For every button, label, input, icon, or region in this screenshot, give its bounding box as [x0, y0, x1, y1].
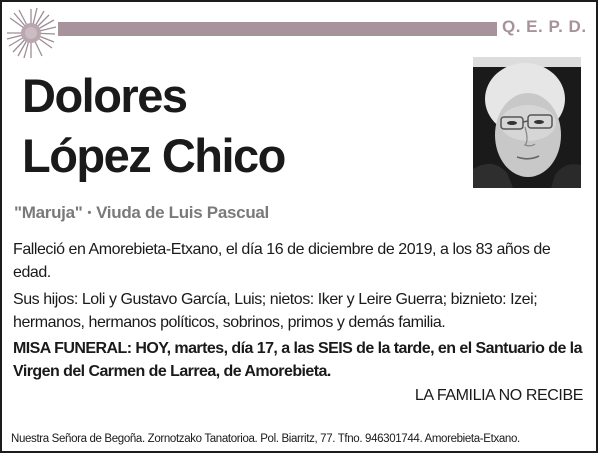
- name-line-1: Dolores: [22, 69, 187, 122]
- relation: Viuda de Luis Pascual: [96, 203, 269, 222]
- death-notice: Falleció en Amorebieta-Etxano, el día 16 de diciembre de 2019, a los 83 años de edad.: [13, 241, 551, 281]
- funeral-home-footer: Nuestra Señora de Begoña. Zornotzako Tanatorioa. Pol. Biarritz, 77. Tfno. 946301744. Amorebieta-Etxano.: [11, 433, 520, 445]
- header-accent-bar: [58, 22, 497, 36]
- portrait-photo: [473, 57, 581, 188]
- bullet-separator-icon: •: [87, 207, 92, 219]
- deceased-subtitle: [14, 203, 269, 223]
- funeral-mass-info: MISA FUNERAL: HOY, martes, día 17, a las SEIS de la tarde, en el Santuario de la Virgen del Carmen de Larrea, de Amorebieta.: [13, 340, 582, 380]
- nickname: "Maruja": [14, 203, 83, 222]
- deceased-name: [22, 66, 285, 186]
- thistle-flower-icon: [4, 6, 58, 60]
- name-line-2: López Chico: [22, 129, 285, 182]
- closing-note: LA FAMILIA NO RECIBE: [414, 387, 583, 404]
- family-list: Sus hijos: Loli y Gustavo García, Luis; nietos: Iker y Leire Guerra; biznieto: Izei; hermanos, hermanos políticos, sobrinos, primos y demás familia.: [13, 291, 538, 331]
- qepd-badge: Q. E. P. D.: [502, 17, 587, 36]
